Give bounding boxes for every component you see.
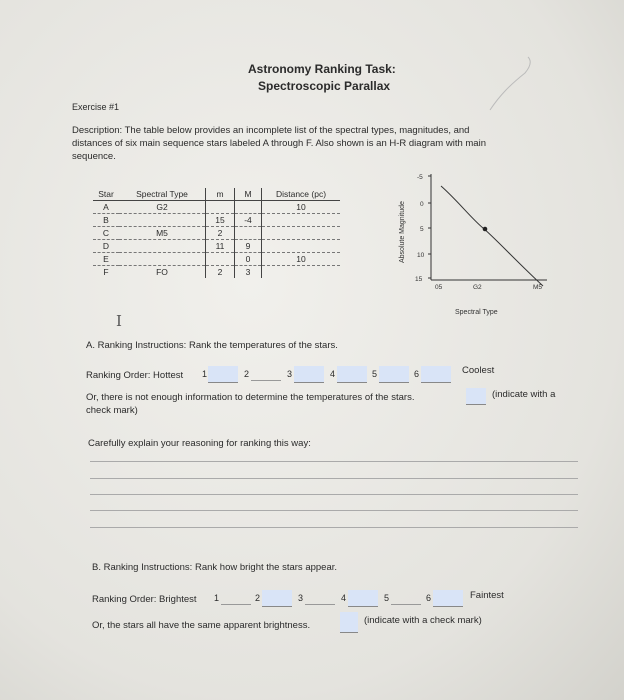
same-brightness-checkbox[interactable] [340,612,358,633]
temp-rank-3-box[interactable] [294,366,324,383]
description-line-1: Description: The table below provides an incomplete list of the spectral types, magnitudes, and [72,125,470,136]
title-line-1: Astronomy Ranking Task: [248,62,396,76]
cell-star: C [93,227,119,240]
cell-m: 2 [206,266,235,279]
cell-M [235,227,262,240]
section-b-instructions: B. Ranking Instructions: Rank how bright the stars appear. [92,562,338,573]
cell-distance [262,240,341,253]
description-line-2: distances of six main sequence stars labeled A through F. Also shown is an H-R diagram with main [72,138,486,149]
temp-rank-6-box[interactable] [421,366,451,383]
table-row [93,227,340,240]
y-tick-label: -5 [417,174,423,181]
cell-distance [262,214,341,227]
explanation-line[interactable] [90,478,578,479]
title-line-2: Spectroscopic Parallax [258,79,391,93]
y-axis-label: Absolute Magnitude [399,201,406,263]
section-a-order-label: Ranking Order: Hottest [86,370,184,381]
cell-M [235,201,262,214]
cell-m [206,253,235,266]
cell-m: 11 [206,240,235,253]
rank-number: 6 [414,369,420,379]
cell-star: F [103,267,109,277]
cell-distance: 10 [262,253,341,266]
bright-rank-1-line[interactable] [221,604,251,605]
hr-diagram [395,168,555,318]
bright-rank-4-box[interactable] [348,590,378,607]
rank-number: 5 [372,369,378,379]
cell-m [206,201,235,214]
cell-spectral: FO [156,267,168,277]
cell-spectral: M5 [119,227,206,240]
cell-M: 9 [235,240,262,253]
cell-M: 0 [235,253,262,266]
exercise-label: Exercise #1 [72,102,120,112]
cell-spectral: G2 [119,201,206,214]
section-a-alt-line: Or, there is not enough information to determine the temperatures of the stars. [86,392,415,403]
y-tick-label: 5 [420,226,424,233]
header-spectral-type: Spectral Type [119,188,206,201]
rank-number: 6 [426,593,432,603]
x-axis-label: Spectral Type [455,309,498,316]
rank-number: 2 [255,593,261,603]
rank-number: 1 [202,369,208,379]
main-sequence-curve [441,186,543,286]
cell-M: -4 [235,214,262,227]
x-tick-label: M5 [533,284,543,291]
rank-number: 3 [287,369,293,379]
rank-number: 2 [244,369,250,379]
pencil-scribble [470,55,550,115]
temp-rank-5-box[interactable] [379,366,409,383]
cell-distance [262,227,341,240]
temp-not-enough-info-checkbox[interactable] [466,388,486,405]
temp-rank-4-box[interactable] [337,366,367,383]
section-b-order-label: Ranking Order: Brightest [92,594,197,605]
header-absolute-mag: M [235,188,262,201]
header-distance: Distance (pc) [262,188,341,201]
rank-number: 3 [298,593,304,603]
description-line-3: sequence. [72,151,116,162]
header-star: Star [93,188,119,201]
text-cursor-icon: I [116,312,122,330]
cell-spectral [119,214,206,227]
rank-number: 5 [384,593,390,603]
rank-number: 4 [341,593,347,603]
bright-rank-5-line[interactable] [391,604,421,605]
table-row [93,240,340,253]
cell-distance [262,266,341,279]
cell-m: 15 [206,214,235,227]
cell-m: 2 [206,227,235,240]
bright-rank-2-box[interactable] [262,590,292,607]
section-a-alt-note-1: (indicate with a [492,389,556,400]
cell-M: 3 [235,266,262,279]
explain-prompt: Carefully explain your reasoning for ranking this way: [88,438,311,449]
y-tick-label: 15 [415,276,423,283]
temp-rank-1-box[interactable] [208,366,238,383]
table-row [93,201,340,214]
sun-g2-marker [483,227,488,232]
cell-star: B [93,214,119,227]
table-row [93,266,340,279]
header-apparent-mag: m [206,188,235,201]
explanation-line[interactable] [90,510,578,511]
rank-number: 4 [330,369,336,379]
x-tick-label: 05 [435,284,443,291]
cell-spectral [119,240,206,253]
explanation-line[interactable] [90,461,578,462]
y-tick-label: 10 [417,252,425,259]
section-b-alt-line: Or, the stars all have the same apparent brightness. [92,620,311,631]
explanation-line[interactable] [90,494,578,495]
section-a-instructions: A. Ranking Instructions: Rank the temperatures of the stars. [86,340,338,351]
cell-star: E [93,253,119,266]
rank-number: 1 [214,593,220,603]
bright-rank-3-line[interactable] [305,604,335,605]
bright-rank-6-box[interactable] [433,590,463,607]
cell-star: D [93,240,119,253]
section-a-alt-note-2: check mark) [86,405,138,416]
table-row [93,214,340,227]
cell-star: A [93,201,119,214]
cell-distance: 10 [262,201,341,214]
temp-rank-2-line[interactable] [251,380,281,381]
x-tick-label: G2 [473,284,482,291]
section-b-alt-note: (indicate with a check mark) [364,615,482,626]
cell-spectral [119,253,206,266]
y-tick-label: 0 [420,201,424,208]
star-data-table [93,188,340,278]
section-a-end-label: Coolest [462,365,495,376]
section-b-end-label: Faintest [470,590,504,601]
table-row [93,253,340,266]
explanation-line[interactable] [90,527,578,528]
